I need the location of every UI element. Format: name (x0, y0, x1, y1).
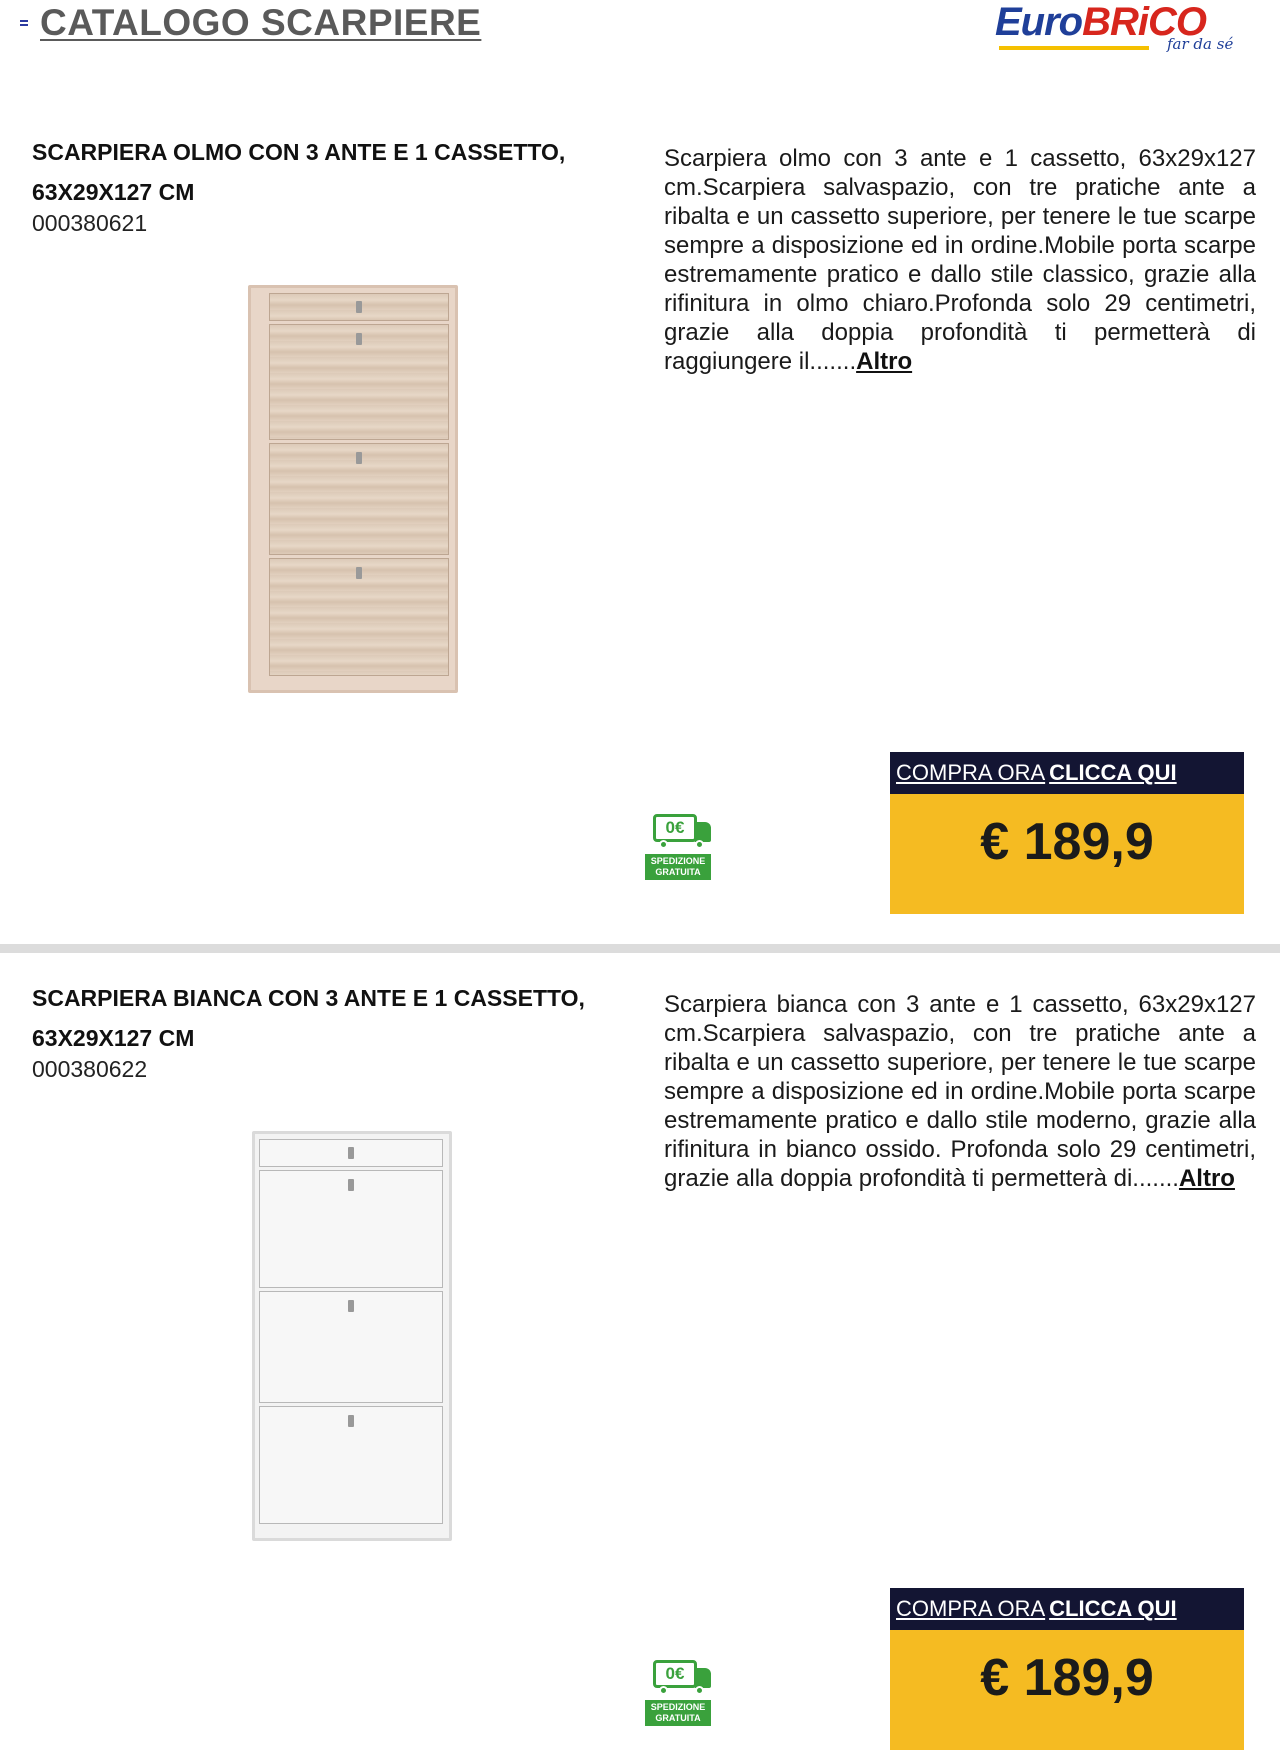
description-text: Scarpiera bianca con 3 ante e 1 cassetto, 63x29x127 cm.Scarpiera salvaspazio, con tre pratiche ante a ribalta e un cassetto superiore, per tenere le tue scarpe sempre a disposizione ed in ordine.Mobile porta scarpe estremamente pratico e dallo stile moderno, grazie alla rifinitura in bianco ossido. Profonda solo 29 centimetri, grazie alla doppia profondità ti permetterà di....... (664, 991, 1256, 1192)
door-panel (269, 558, 449, 676)
product-description (664, 990, 1256, 1193)
clicca-qui-link[interactable]: CLICCA QUI (1049, 760, 1177, 785)
truck-icon: 0€ (653, 1660, 697, 1688)
compra-ora-link[interactable]: COMPRA ORA (896, 1596, 1046, 1621)
free-shipping-badge (645, 1660, 715, 1730)
product-card (0, 946, 1280, 1750)
product-card (0, 100, 1280, 945)
shipping-label: SPEDIZIONE GRATUITA (645, 1700, 711, 1726)
price-label[interactable]: € 189,9 (890, 1630, 1244, 1750)
description-text: Scarpiera olmo con 3 ante e 1 cassetto, 63x29x127 cm.Scarpiera salvaspazio, con tre pratiche ante a ribalta e un cassetto superiore, per tenere le tue scarpe sempre a disposizione ed in ordine.Mobile porta scarpe estremamente pratico e dallo stile classico, grazie alla rifinitura in olmo chiaro.Profonda solo 29 centimetri, grazie alla doppia profondità ti permetterà di raggiungere il....... (664, 145, 1256, 375)
more-link[interactable]: Altro (1178, 1165, 1235, 1192)
drawer-panel (269, 293, 449, 321)
product-code: 000380622 (32, 1056, 148, 1082)
door-panel (269, 443, 449, 555)
eurobrico-logo (995, 0, 1250, 58)
door-panel (259, 1170, 443, 1288)
truck-icon: 0€ (653, 814, 697, 842)
door-panel (259, 1406, 443, 1524)
buy-now-bar[interactable] (890, 1588, 1244, 1630)
page-title[interactable]: CATALOGO SCARPIERE (40, 2, 482, 43)
shipping-label: SPEDIZIONE GRATUITA (645, 854, 711, 880)
product-name[interactable]: SCARPIERA BIANCA CON 3 ANTE E 1 CASSETTO, 63X29X127 CM (32, 985, 585, 1051)
buy-box[interactable] (890, 752, 1244, 914)
menu-icon[interactable] (20, 20, 28, 28)
product-description (664, 144, 1256, 376)
price-label[interactable]: € 189,9 (890, 794, 1244, 914)
product-code: 000380621 (32, 210, 148, 236)
page-header (0, 0, 1280, 60)
shoe-cabinet-illustration (248, 285, 458, 693)
more-link[interactable]: Altro (856, 348, 913, 375)
logo-euro-text: Euro (995, 0, 1083, 44)
door-panel (269, 324, 449, 440)
buy-now-bar[interactable] (890, 752, 1244, 794)
door-panel (259, 1291, 443, 1403)
drawer-panel (259, 1139, 443, 1167)
compra-ora-link[interactable]: COMPRA ORA (896, 760, 1046, 785)
product-image[interactable] (240, 1131, 470, 1551)
clicca-qui-link[interactable]: CLICCA QUI (1049, 1596, 1177, 1621)
logo-brico-text: BRiCO (1082, 0, 1207, 44)
shoe-cabinet-illustration (252, 1131, 452, 1541)
free-shipping-badge (645, 814, 715, 884)
logo-tagline: far da sé (1167, 35, 1234, 53)
product-image[interactable] (240, 285, 470, 705)
logo-underline (999, 46, 1149, 50)
buy-box[interactable] (890, 1588, 1244, 1750)
product-name[interactable]: SCARPIERA OLMO CON 3 ANTE E 1 CASSETTO, 63X29X127 CM (32, 139, 566, 205)
